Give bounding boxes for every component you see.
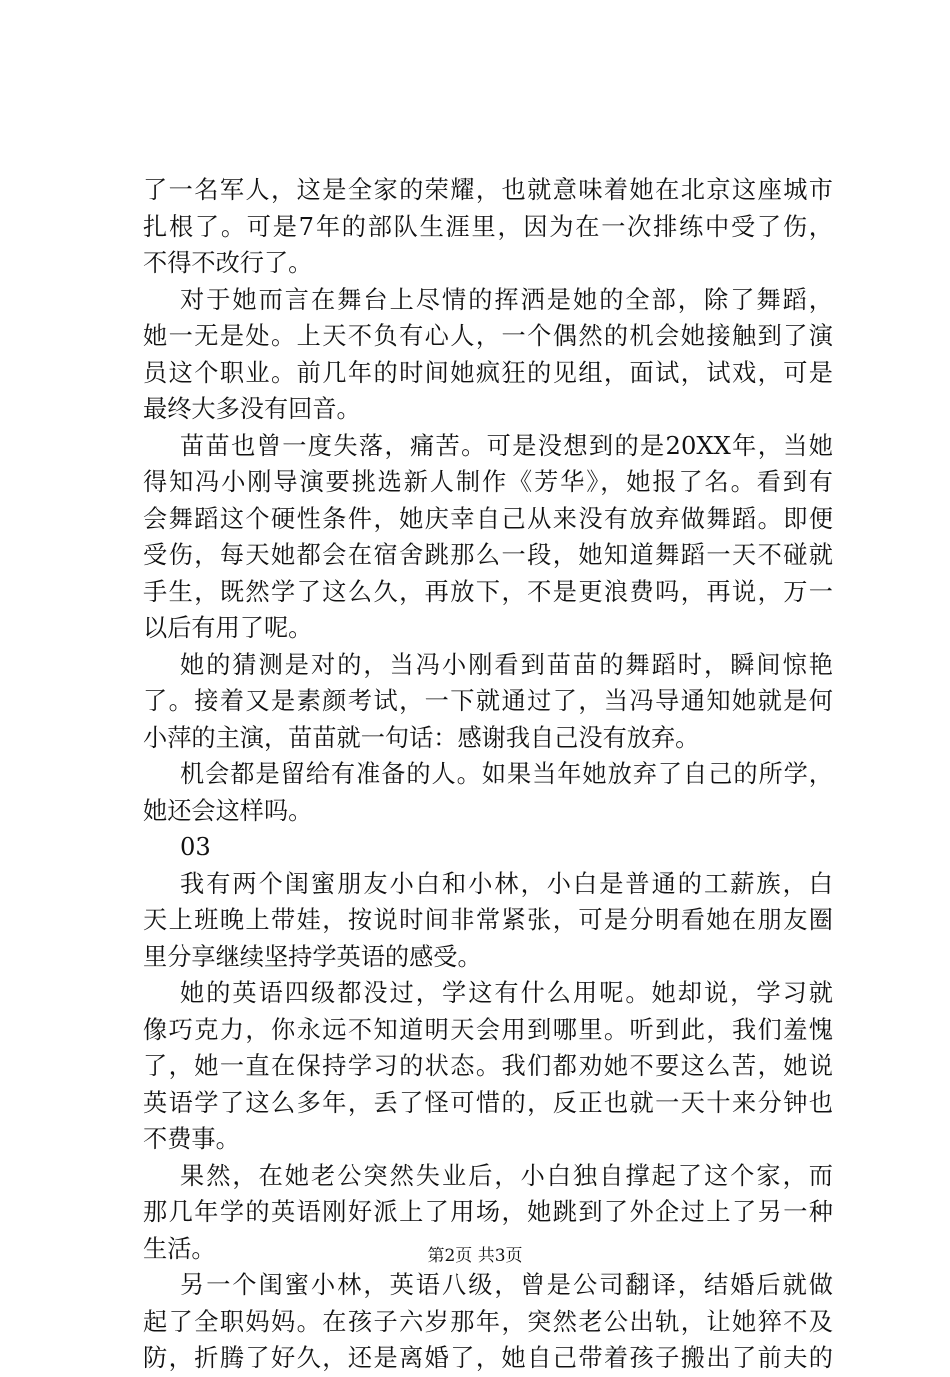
text-line: 会舞蹈这个硬性条件，她庆幸自己从来没有放弃做舞蹈。即便 (143, 504, 833, 533)
text-line: 她的英语四级都没过，学这有什么用呢。她却说，学习就 (180, 979, 833, 1007)
text-line: 受伤，每天她都会在宿舍跳那么一段，她知道舞蹈一天不碰就 (143, 541, 833, 569)
text-line: 了一名军人，这是全家的荣耀，也就意味着她在北京这座城市 (143, 176, 833, 204)
text-line: 另一个闺蜜小林，英语八级，曾是公司翻译，结婚后就做 (180, 1271, 833, 1299)
text-line: 机会都是留给有准备的人。如果当年她放弃了自己的所学， (180, 760, 833, 788)
text-line: 以后有用了呢。 (143, 614, 313, 642)
text-line: 我有两个闺蜜朋友小白和小林，小白是普通的工薪族，白 (180, 869, 833, 898)
page-indicator: 第2页 共3页 (427, 1246, 523, 1266)
text-line: 她的猜测是对的，当冯小刚看到苗苗的舞蹈时，瞬间惊艳 (180, 650, 833, 679)
text-line: 小萍的主演，苗苗就一句话：感谢我自己没有放弃。 (143, 723, 700, 752)
text-line: 不费事。 (143, 1125, 240, 1153)
text-line: 手生，既然学了这么久，再放下，不是更浪费吗，再说，万一 (143, 577, 833, 606)
text-line: 对于她而言在舞台上尽情的挥洒是她的全部，除了舞蹈， (180, 285, 833, 314)
text-line: 不得不改行了。 (143, 249, 313, 277)
text-line: 那几年学的英语刚好派上了用场，她跳到了外企过上了另一种 (143, 1198, 833, 1226)
text-line: 03 (180, 833, 211, 861)
text-line: 扎根了。可是7年的部队生涯里，因为在一次排练中受了伤， (143, 212, 833, 241)
text-line: 果然，在她老公突然失业后，小白独自撑起了这个家，而 (180, 1161, 833, 1190)
text-line: 起了全职妈妈。在孩子六岁那年，突然老公出轨，让她猝不及 (143, 1307, 833, 1336)
page-footer (0, 1244, 950, 1268)
text-line: 防，折腾了好久，还是离婚了，她自己带着孩子搬出了前夫的 (143, 1344, 833, 1372)
text-line: 生活。 (143, 1234, 216, 1263)
text-line: 得知冯小刚导演要挑选新人制作《芳华》，她报了名。看到有 (143, 468, 833, 496)
text-line: 了。接着又是素颜考试，一下就通过了，当冯导通知她就是何 (143, 687, 833, 715)
text-line: 了，她一直在保持学习的状态。我们都劝她不要这么苦，她说 (143, 1052, 833, 1080)
text-line: 里分享继续坚持学英语的感受。 (143, 942, 482, 971)
text-line: 苗苗也曾一度失落，痛苦。可是没想到的是20XX年，当她 (180, 431, 833, 460)
text-line: 英语学了这么多年，丢了怪可惜的，反正也就一天十来分钟也 (143, 1088, 833, 1117)
text-line: 她一无是处。上天不负有心人，一个偶然的机会她接触到了演 (143, 322, 833, 350)
document-body (143, 172, 833, 1377)
text-line: 天上班晚上带娃，按说时间非常紧张，可是分明看她在朋友圈 (143, 906, 833, 934)
text-line: 员这个职业。前几年的时间她疯狂的见组，面试，试戏，可是 (143, 358, 833, 387)
text-line: 像巧克力，你永远不知道明天会用到哪里。听到此，我们羞愧 (143, 1015, 833, 1044)
text-line: 最终大多没有回音。 (143, 395, 361, 423)
text-line: 她还会这样吗。 (143, 796, 313, 825)
